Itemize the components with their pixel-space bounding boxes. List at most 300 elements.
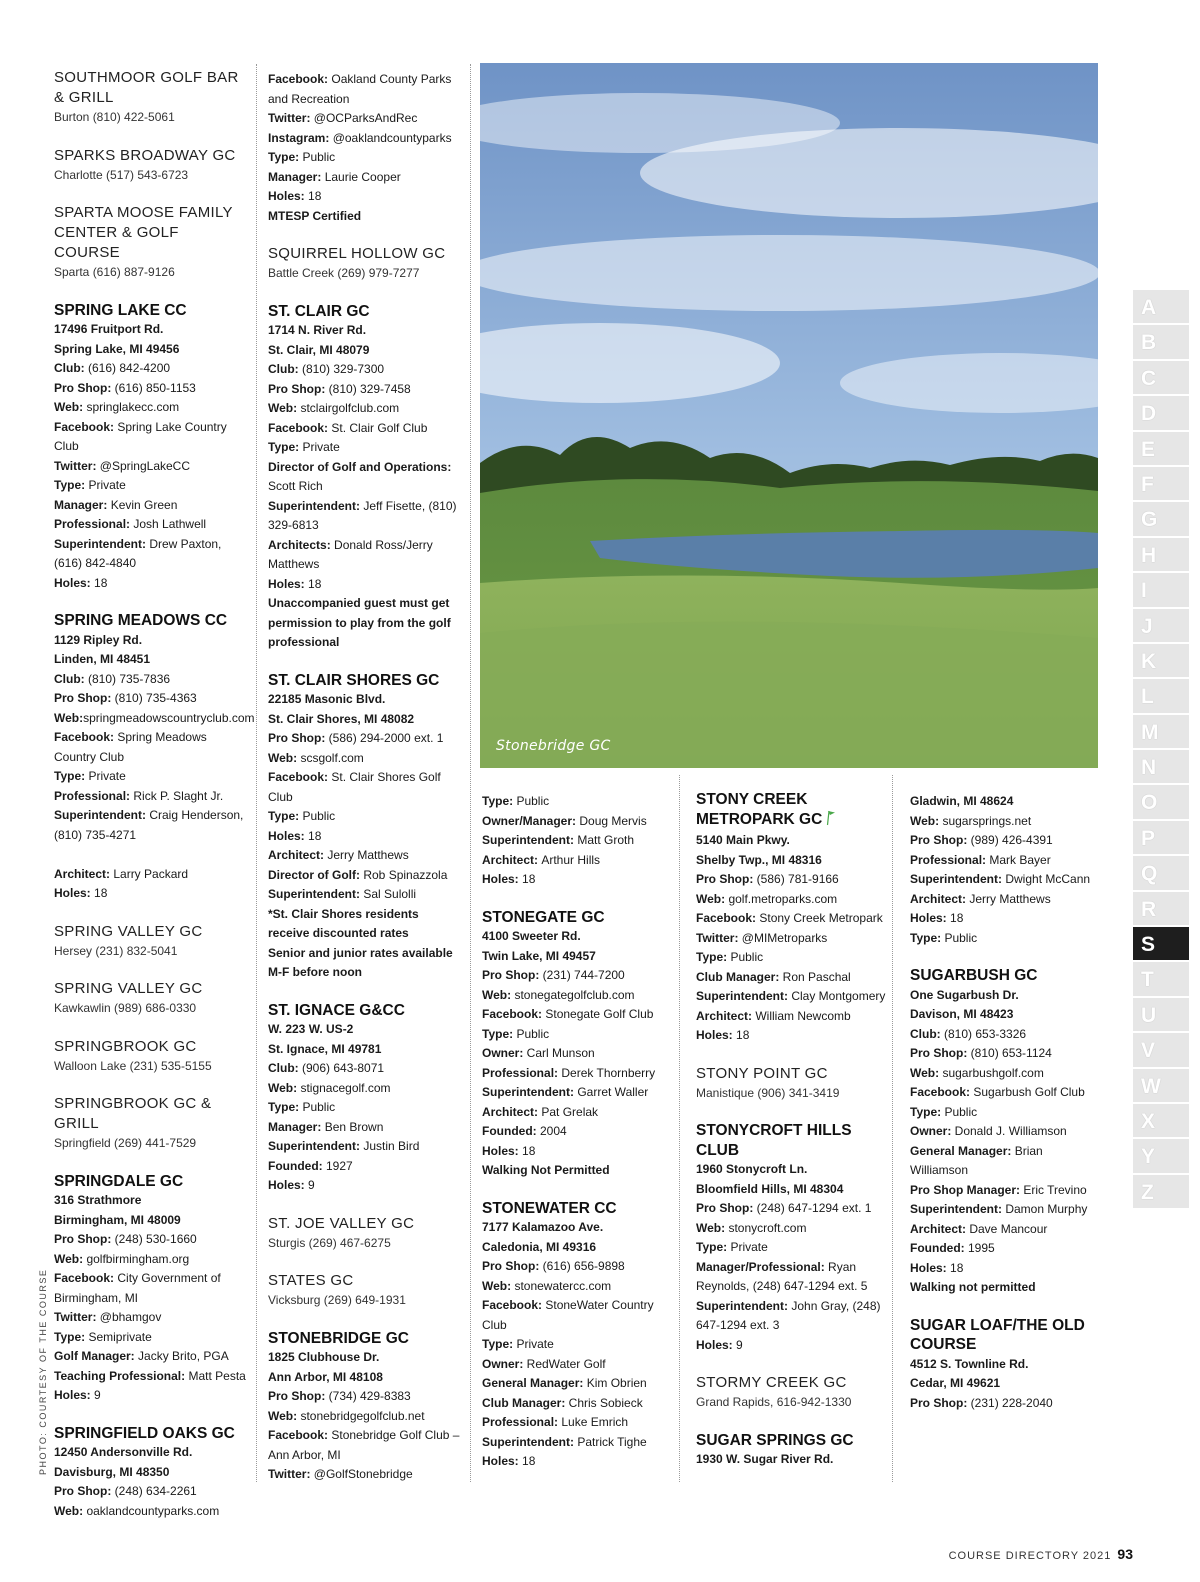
detail-line [482,1277,672,1297]
detail-label: Pro Shop: [54,691,115,705]
detail-value: RedWater Golf [526,1356,606,1371]
detail-line [910,1025,1100,1045]
directory-column-3 [482,792,672,1490]
course-entry [54,1172,246,1406]
detail-value: @MIMetroparks [741,930,828,945]
detail-value: Jerry Matthews [327,848,409,862]
detail-line [910,1064,1100,1084]
detail-label: Club Manager: [482,1395,569,1410]
detail-value: Donald J. Williamson [954,1124,1067,1138]
detail-line [910,909,1100,929]
detail-value: (906) 643-8071 [302,1061,385,1075]
alpha-tab-n: N [1133,750,1189,785]
alpha-tab-l: L [1133,679,1189,714]
detail-label: Holes: [268,576,309,591]
detail-label: Owner: [482,1356,527,1371]
detail-value: Public [302,150,336,164]
alpha-tab-q: Q [1133,856,1189,891]
detail-value: Clay Montgomery [791,989,886,1003]
course-address: Bloomfield Hills, MI 48304 [696,1181,844,1196]
course-entry [268,1271,460,1311]
detail-line [482,1355,672,1375]
detail-label: Architect: [910,891,970,906]
detail-line [268,729,460,749]
detail-value: Craig Henderson, (810) 735-4271 [54,808,244,842]
course-note: MTESP Certified [268,208,362,223]
detail-label: Manager/Professional: [696,1259,829,1274]
detail-line [54,398,246,418]
detail-line [482,1413,672,1433]
course-entry [268,1214,460,1254]
detail-label: General Manager: [910,1143,1015,1158]
course-location: Vicksburg (269) 649-1931 [268,1293,406,1307]
detail-line [54,457,246,477]
detail-line [268,866,460,886]
detail-value: Kim Obrien [586,1376,647,1390]
detail-value: Public [730,950,764,964]
detail-line [54,845,246,865]
detail-label: Pro Shop: [54,380,115,395]
detail-line [268,497,460,536]
detail-label: Club: [268,362,302,376]
detail-label: Type: [54,478,89,492]
detail-value: Private [88,478,126,492]
alpha-tab-g: G [1133,502,1189,537]
detail-label: Superintendent: [696,989,792,1003]
detail-line [54,1386,246,1406]
detail-line [268,129,460,149]
detail-label: Web: [482,1278,515,1293]
detail-value: St. Clair Shores Golf Club [268,770,441,804]
detail-line [54,1308,246,1328]
alphabet-index [1133,290,1189,1210]
course-name: STONY POINT GC [696,1064,828,1082]
detail-line [482,1257,672,1277]
course-name: SUGAR LOAF/THE OLD COURSE [910,1316,1085,1353]
course-address: Gladwin, MI 48624 [910,794,1014,808]
detail-label: Pro Shop: [696,872,757,886]
course-name: STONYCROFT HILLS CLUB [696,1122,852,1159]
detail-line [268,438,460,458]
course-address: 4100 Sweeter Rd. [482,929,581,943]
detail-line [696,1297,886,1336]
course-address: 316 Strathmore [54,1193,142,1207]
detail-line [54,418,246,457]
detail-label: Holes: [54,575,95,590]
course-name: ST. CLAIR GC [268,302,370,320]
detail-line [910,1220,1100,1240]
course-location: Sparta (616) 887-9126 [54,265,175,279]
course-name: SPRINGBROOK GC [54,1037,197,1055]
alpha-tab-y: Y [1133,1139,1189,1174]
detail-value: springlakecc.com [86,400,180,414]
detail-value: Public [516,794,550,808]
detail-line [268,1118,460,1138]
detail-value: @SpringLakeCC [99,458,191,473]
detail-label: Club Manager: [696,969,783,984]
detail-line [482,792,672,812]
course-entry [696,1431,886,1470]
course-address: Shelby Twp., MI 48316 [696,852,822,867]
course-entry [54,1424,246,1522]
detail-line [268,768,460,807]
detail-value: Eric Trevino [1023,1182,1087,1197]
detail-label: Manager: [268,1119,325,1134]
detail-line [268,807,460,827]
detail-label: Web: [54,1503,87,1518]
detail-label: Holes: [910,1260,951,1275]
course-entry [54,203,246,283]
course-address: 1714 N. River Rd. [268,323,367,337]
detail-label: Instagram: [268,130,333,145]
page-number: 93 [1117,1546,1133,1562]
course-address: Ann Arbor, MI 48108 [268,1369,383,1384]
detail-value: Larry Packard [113,866,189,881]
detail-line [54,806,246,845]
directory-column-2 [268,70,460,1503]
course-location: Charlotte (517) 543-6723 [54,167,189,182]
detail-label: Web: [696,891,729,906]
alpha-tab-m: M [1133,715,1189,750]
course-location: Grand Rapids, 616-942-1330 [696,1395,852,1409]
detail-label: Pro Shop: [910,1395,971,1410]
course-entry [54,301,246,594]
detail-line [696,1258,886,1297]
detail-line [696,1026,886,1046]
course-name: SPRING VALLEY GC [54,980,203,997]
course-entry [696,1121,886,1355]
detail-line [54,359,246,379]
detail-line [54,1328,246,1348]
detail-value: Spring Lake Country Club [54,419,227,453]
detail-value: Brian Williamson [910,1143,1043,1177]
detail-label: Founded: [268,1158,326,1173]
detail-value: 18 [950,1260,964,1275]
detail-line [268,148,460,168]
detail-line [910,1103,1100,1123]
detail-line [910,890,1100,910]
detail-value: John Gray, (248) 647-1294 ext. 3 [696,1298,881,1332]
detail-line [268,187,460,207]
detail-line [482,1083,672,1103]
detail-line [268,1465,460,1485]
detail-line [910,851,1100,871]
course-name: STONY CREEK METROPARK GC [696,790,886,831]
course-address: Twin Lake, MI 49457 [482,948,596,963]
course-entry [54,979,246,1019]
course-entry [696,790,886,1046]
course-name: SPRINGBROOK GC & GRILL [54,1095,212,1132]
detail-value: 9 [94,1388,101,1402]
course-address: St. Ignace, MI 49781 [268,1041,382,1056]
detail-label: Type: [268,150,303,164]
detail-line [54,535,246,574]
footer-label: COURSE DIRECTORY 2021 [948,1550,1112,1562]
detail-value: (616) 656-9898 [542,1259,625,1273]
detail-line [696,1238,886,1258]
detail-line [268,827,460,847]
detail-value: stonycroft.com [728,1220,807,1235]
detail-value: Matt Pesta [188,1368,246,1383]
detail-line [482,1103,672,1123]
detail-line [482,851,672,871]
detail-label: Facebook: [54,730,118,744]
alpha-tab-f: F [1133,467,1189,502]
column-divider [892,775,893,1482]
detail-line [54,865,246,885]
detail-value: Jeff Fisette, (810) 329-6813 [268,498,457,532]
detail-label: Web: [54,1251,87,1266]
detail-line [54,379,246,399]
course-address: Caledonia, MI 49316 [482,1239,597,1254]
course-address: 1129 Ripley Rd. [54,632,143,647]
detail-value: Dwight McCann [1005,872,1091,886]
course-location: Springfield (269) 441-7529 [54,1136,197,1150]
detail-label: Professional: [482,1415,562,1429]
detail-value: stignacegolf.com [300,1080,391,1095]
detail-value: oaklandcountyparks.com [86,1503,220,1518]
detail-label: Holes: [482,872,523,886]
course-location: Hersey (231) 832-5041 [54,943,178,958]
detail-value: Ben Brown [324,1119,384,1134]
alpha-tab-e: E [1133,432,1189,467]
course-entry [268,302,460,653]
detail-value: Matt Groth [577,833,635,847]
alpha-tab-i: I [1133,573,1189,608]
course-location: Walloon Lake (231) 535-5155 [54,1058,212,1073]
detail-line [696,909,886,929]
detail-label: Holes: [696,1028,737,1042]
detail-value: 9 [736,1337,743,1352]
course-entry [696,1064,886,1104]
detail-label: Twitter: [54,1310,100,1324]
detail-label: Professional: [54,517,134,531]
detail-line [482,1025,672,1045]
detail-label: Holes: [482,1143,523,1158]
detail-line [268,1407,460,1427]
detail-label: Facebook: [268,1428,332,1442]
detail-line [482,1394,672,1414]
detail-value: Luke Emrich [561,1415,629,1429]
detail-value: 18 [522,872,536,886]
detail-line [54,1230,246,1250]
course-address: 1825 Clubhouse Dr. [268,1350,380,1364]
course-entry [54,1037,246,1077]
detail-line [696,890,886,910]
detail-line [268,885,460,905]
flag-icon [826,810,836,832]
detail-label: Web: [482,987,515,1002]
detail-label: Facebook: [268,420,332,435]
detail-label: Web: [54,400,87,414]
detail-line [910,1083,1100,1103]
detail-label: Holes: [482,1454,523,1468]
detail-label: Superintendent: [482,1085,578,1099]
column-divider [679,775,680,1482]
detail-line [910,1200,1100,1220]
detail-line [482,1296,672,1335]
detail-label: Type: [482,1337,517,1351]
detail-line [268,749,460,769]
detail-label: Facebook: [268,72,332,86]
detail-label: Professional: [910,852,990,867]
detail-value: 18 [736,1028,750,1042]
directory-column-5 [910,792,1100,1431]
detail-value: Spring Meadows Country Club [54,730,207,764]
detail-value: (616) 850-1153 [114,380,196,395]
course-name: ST. IGNACE G&CC [268,1001,405,1019]
course-name: SPRING VALLEY GC [54,922,203,940]
detail-value: springmeadowscountryclub.com [83,710,255,725]
page-footer [949,1546,1133,1562]
course-note: Walking Not Permitted [482,1163,610,1177]
detail-value: 18 [94,575,108,590]
detail-line [268,458,460,497]
detail-line [482,1005,672,1025]
detail-value: Donald Ross/Jerry Matthews [268,537,433,571]
detail-label: Facebook: [54,419,118,434]
detail-value: (231) 744-7200 [542,968,625,982]
detail-label: Owner/Manager: [482,813,580,828]
course-name: SPRING LAKE CC [54,301,187,319]
detail-value: stonebridgegolfclub.net [300,1408,425,1423]
course-address: Davison, MI 48423 [910,1007,1014,1021]
detail-label: Teaching Professional: [54,1368,189,1383]
detail-label: Superintendent: [482,1434,578,1449]
alpha-tab-z: Z [1133,1175,1189,1210]
detail-label: Architect: [482,1104,542,1119]
course-address: W. 223 W. US-2 [268,1022,354,1036]
detail-line [54,1367,246,1387]
detail-value: 18 [522,1143,536,1158]
detail-line [54,884,246,904]
detail-line [54,515,246,535]
course-name: STORMY CREEK GC [696,1374,847,1391]
detail-label: Manager: [268,169,325,184]
detail-line [482,812,672,832]
detail-label: Professional: [54,788,134,803]
alpha-tab-o: O [1133,785,1189,820]
detail-line [268,419,460,439]
detail-label: Director of Golf: [268,867,364,882]
detail-line [268,399,460,419]
detail-line [482,966,672,986]
detail-value: (810) 653-1124 [970,1046,1052,1060]
alpha-tab-k: K [1133,644,1189,679]
course-address: 5140 Main Pkwy. [696,833,790,847]
detail-line [696,1199,886,1219]
detail-label: Superintendent: [910,872,1006,886]
course-entry [54,146,246,186]
detail-label: Holes: [268,189,309,203]
course-name: STONEWATER CC [482,1199,617,1217]
course-name: ST. JOE VALLEY GC [268,1214,415,1232]
detail-label: Twitter: [268,1467,314,1481]
detail-value: Private [88,769,126,783]
detail-value: Jerry Matthews [969,891,1051,906]
detail-value: Stony Creek Metropark [759,911,883,925]
course-entry [482,908,672,1181]
detail-line [54,574,246,594]
detail-label: Pro Shop: [268,381,329,396]
detail-label: Holes: [268,1178,309,1192]
detail-label: Superintendent: [54,536,150,551]
detail-value: Stonebridge Golf Club – Ann Arbor, MI [268,1428,460,1462]
course-address: 4512 S. Townline Rd. [910,1356,1029,1371]
detail-line [268,1098,460,1118]
alpha-tab-r: R [1133,892,1189,927]
detail-value: Chris Sobieck [568,1395,643,1410]
course-entry [482,792,672,890]
detail-label: Holes: [54,886,95,900]
course-address: 17496 Fruitport Rd. [54,322,164,336]
detail-value: Public [944,1104,978,1119]
detail-value: (989) 426-4391 [970,833,1053,847]
course-name: STATES GC [268,1272,354,1289]
detail-value: Sugarbush Golf Club [973,1085,1085,1099]
detail-value: stonegategolfclub.com [514,987,635,1002]
detail-label: Owner: [910,1124,955,1138]
alpha-tab-w: W [1133,1069,1189,1104]
detail-label: Facebook: [910,1085,974,1099]
detail-value: Semiprivate [88,1329,152,1344]
detail-label: Type: [910,1104,945,1119]
detail-label: Club: [54,361,88,375]
detail-label: Web: [696,1220,729,1235]
course-address: Linden, MI 48451 [54,652,151,666]
detail-line [910,929,1100,949]
detail-line [910,870,1100,890]
detail-value: Private [730,1240,768,1254]
alpha-tab-b: B [1133,325,1189,360]
detail-line [54,728,246,767]
detail-line [54,767,246,787]
detail-value: @OCParksAndRec [313,111,418,125]
course-name: SPRING MEADOWS CC [54,612,228,629]
detail-value: 1927 [325,1158,353,1173]
course-note: *St. Clair Shores residents receive discounted rates [268,906,419,940]
detail-line [54,1250,246,1270]
detail-label: Professional: [482,1065,562,1080]
detail-value: Arthur Hills [541,852,601,867]
alpha-tab-j: J [1133,609,1189,644]
detail-line [268,1426,460,1465]
course-entry [54,68,246,128]
course-address: Birmingham, MI 48009 [54,1212,181,1227]
detail-line [54,1482,246,1502]
detail-line [54,1502,246,1522]
detail-value: Scott Rich [268,479,323,493]
course-entry [268,70,460,226]
detail-label: Facebook: [268,770,332,784]
course-entry [696,1373,886,1413]
directory-column-4 [696,790,886,1488]
detail-value: (810) 735-7836 [88,671,171,686]
detail-label: Holes: [54,1388,95,1402]
course-entry [910,792,1100,948]
alpha-tab-x: X [1133,1104,1189,1139]
detail-value: City Government of Birmingham, MI [54,1271,221,1305]
detail-value: (248) 634-2261 [114,1484,197,1498]
course-address: St. Clair Shores, MI 48082 [268,711,415,726]
detail-value: stonewatercc.com [514,1278,612,1293]
detail-value: (616) 842-4200 [88,361,171,375]
detail-label: Web: [268,1408,301,1423]
detail-value: 2004 [539,1124,567,1138]
detail-value: Kevin Green [110,497,178,512]
detail-label: Web: [268,401,301,415]
detail-value: 18 [522,1454,536,1468]
